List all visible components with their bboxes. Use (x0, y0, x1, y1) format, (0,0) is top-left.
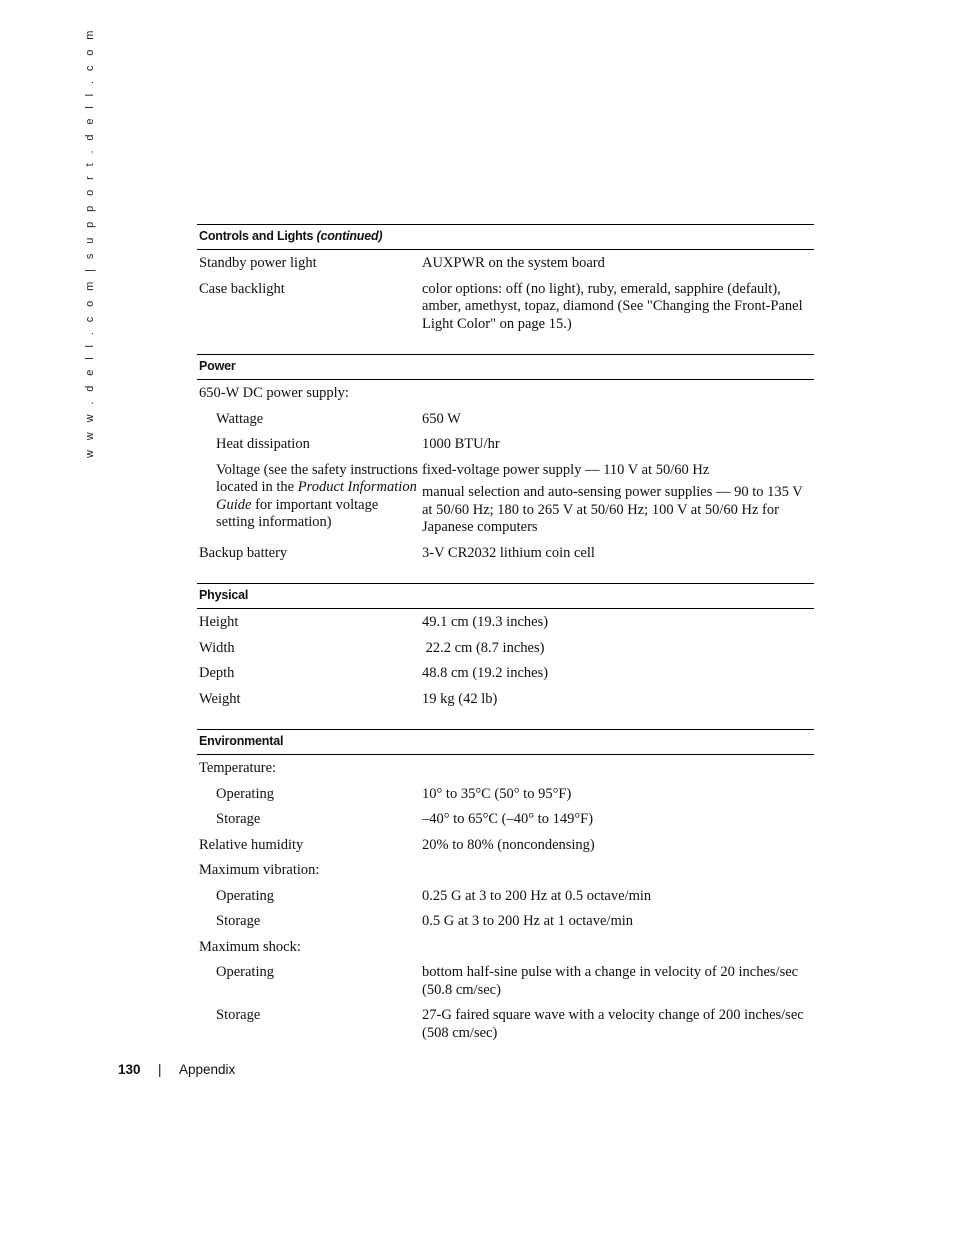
spec-row (197, 782, 814, 808)
side-url-text: w w w . d e l l . c o m | s u p p o r t . d e l l . c o m (84, 27, 96, 458)
spec-label: Operating (216, 887, 274, 904)
spec-value: 0.25 G at 3 to 200 Hz at 0.5 octave/min (422, 887, 652, 904)
spec-value: –40° to 65°C (–40° to 149°F) (422, 811, 594, 827)
section-environmental (197, 729, 814, 1046)
section-header (197, 729, 814, 755)
spec-row (197, 807, 814, 833)
spec-row (197, 858, 814, 884)
spec-label: Standby power light (199, 255, 317, 271)
spec-row (197, 960, 814, 1003)
spec-label: Depth (199, 665, 235, 681)
spec-row (197, 541, 814, 567)
spec-label: Maximum shock: (199, 938, 301, 955)
spec-value: 650 W (422, 410, 461, 427)
spec-label: Storage (216, 913, 261, 929)
spec-row (197, 277, 814, 338)
chapter-title: Appendix (179, 1062, 236, 1077)
spec-value: 1000 BTU/hr (422, 436, 500, 452)
spec-row (197, 756, 814, 782)
spec-table (197, 224, 814, 1063)
spec-label (197, 458, 422, 541)
product-information-guide-title: Product Information Guide (216, 479, 417, 513)
spec-value (422, 458, 814, 541)
spec-label: Height (199, 614, 239, 630)
section-title-continued: (continued) (316, 229, 383, 243)
section-header (197, 224, 814, 250)
spec-value: 10° to 35°C (50° to 95°F) (422, 785, 572, 802)
section-title: Power (199, 359, 236, 373)
spec-label: Backup battery (199, 544, 288, 561)
spec-value: 0.5 G at 3 to 200 Hz at 1 octave/min (422, 913, 634, 929)
section-title: Environmental (199, 734, 284, 748)
spec-label: Operating (216, 964, 274, 980)
spec-value (422, 756, 814, 782)
spec-value: 3-V CR2032 lithium coin cell (422, 544, 595, 561)
page-number: 130 (118, 1062, 141, 1077)
section-title: Physical (199, 588, 249, 602)
section-physical (197, 583, 814, 712)
voltage-label-end: for important voltage setting information) (216, 496, 379, 530)
voltage-label-start: Voltage (see the safety instructions located in the (216, 461, 418, 495)
spec-label: Storage (216, 1007, 261, 1023)
page-footer (118, 1062, 236, 1077)
spec-value (422, 858, 814, 884)
spec-row (197, 458, 814, 541)
spec-value: bottom half-sine pulse with a change in velocity of 20 inches/sec (50.8 cm/sec) (422, 964, 799, 998)
spec-row (197, 381, 814, 407)
spec-value: 49.1 cm (19.3 inches) (422, 614, 549, 630)
spec-value (422, 935, 814, 961)
spec-value: AUXPWR on the system board (422, 255, 605, 271)
spec-label: Case backlight (199, 280, 285, 297)
spec-row (197, 432, 814, 458)
spec-row (197, 884, 814, 910)
spec-row (197, 636, 814, 662)
spec-row (197, 610, 814, 636)
spec-value: 22.2 cm (8.7 inches) (422, 639, 545, 656)
footer-separator: | (158, 1062, 162, 1077)
spec-value-line: fixed-voltage power supply — 110 V at 50/60 Hz (422, 461, 710, 478)
spec-value: color options: off (no light), ruby, emerald, sapphire (default), amber, amethyst, topaz, diamond (See "Changing the Front-Panel Light Color" on page 15.) (422, 280, 803, 332)
spec-label: Heat dissipation (216, 436, 310, 452)
spec-label: Temperature: (199, 760, 277, 776)
spec-row (197, 833, 814, 859)
section-controls-and-lights (197, 224, 814, 337)
spec-label: Relative humidity (199, 836, 304, 853)
spec-row (197, 407, 814, 433)
spec-label: Storage (216, 811, 261, 827)
section-title: Controls and Lights (199, 229, 314, 243)
spec-label: Weight (199, 690, 241, 707)
spec-row (197, 661, 814, 687)
section-header (197, 583, 814, 609)
spec-row (197, 1003, 814, 1046)
spec-value-line: manual selection and auto-sensing power supplies — 90 to 135 V at 50/60 Hz; 180 to 265 V at 50/60 Hz; 100 V at 50/60 Hz for Japanese computers (422, 484, 803, 535)
spec-value: 27-G faired square wave with a velocity change of 200 inches/sec (508 cm/sec) (422, 1007, 804, 1041)
spec-value: 20% to 80% (noncondensing) (422, 836, 595, 853)
spec-row (197, 909, 814, 935)
spec-label: Wattage (216, 410, 264, 427)
spec-row (197, 251, 814, 277)
spec-value: 48.8 cm (19.2 inches) (422, 665, 549, 681)
section-header (197, 354, 814, 380)
spec-row (197, 935, 814, 961)
spec-row (197, 687, 814, 713)
spec-label: Operating (216, 785, 274, 802)
spec-value: 19 kg (42 lb) (422, 690, 498, 707)
spec-value (422, 381, 814, 407)
spec-label: Maximum vibration: (199, 862, 320, 878)
spec-label: 650-W DC power supply: (199, 385, 349, 401)
spec-label: Width (199, 639, 235, 656)
section-power (197, 354, 814, 566)
